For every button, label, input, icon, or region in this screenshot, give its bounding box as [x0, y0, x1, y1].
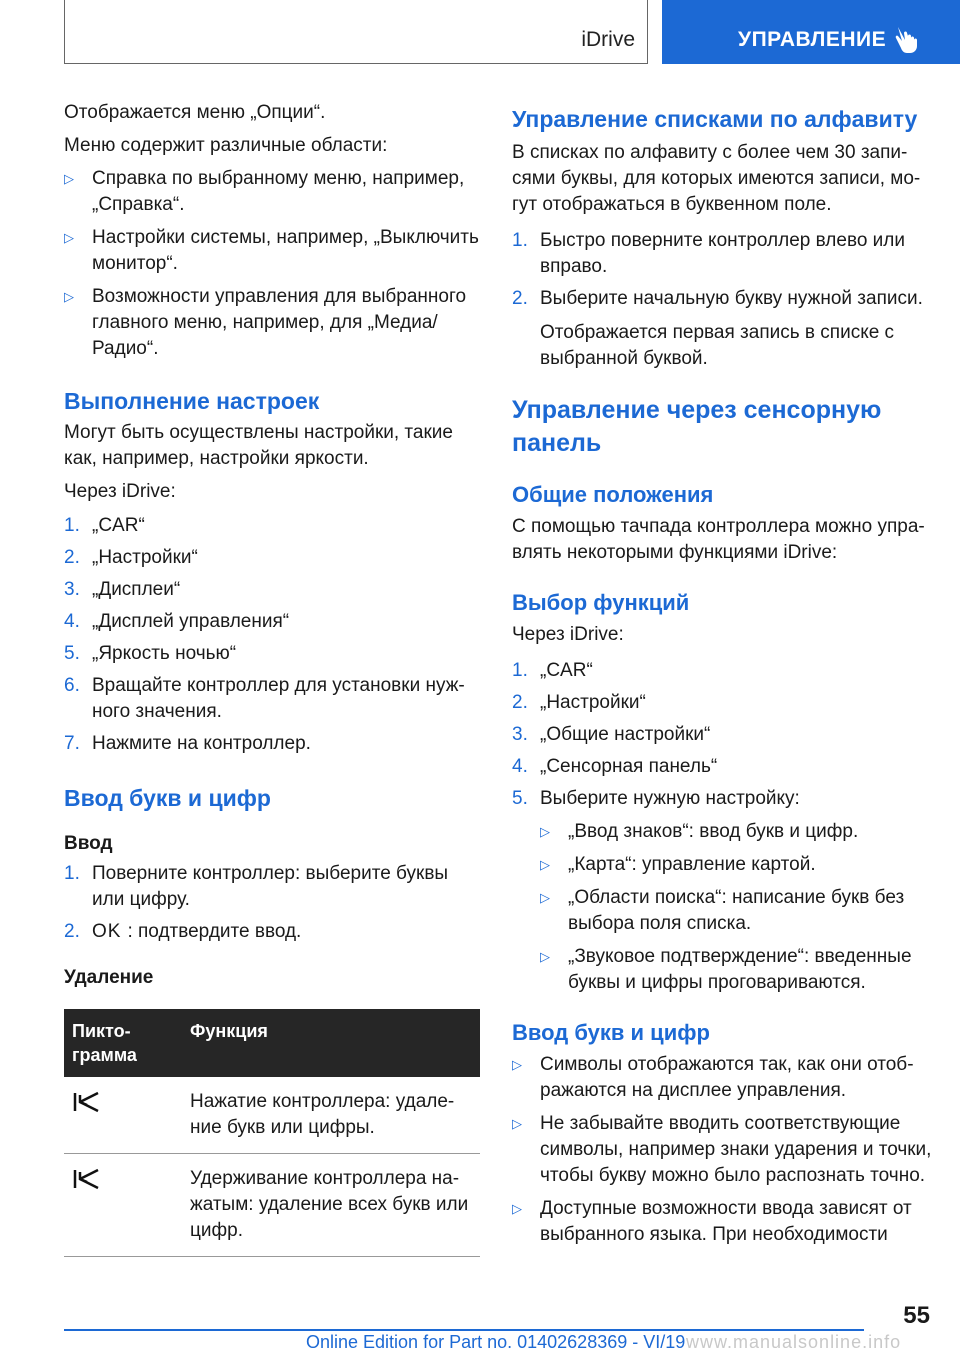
header-section-box: [64, 0, 648, 64]
list-item: 5. „Яркость ночью“: [64, 643, 237, 664]
list-item: 1. Быстро поверните контроллер влево или вправо.: [512, 230, 905, 277]
list-item: ▷ „Ввод знаков“: ввод букв и цифр.: [540, 819, 932, 845]
footer-watermark: www.manualsonline.info: [686, 1332, 902, 1352]
list-item: ▷ „Звуковое подтверждение“: введенные буквы и цифры проговариваются.: [540, 944, 932, 996]
triangle-bullet-icon: ▷: [540, 857, 550, 872]
footer-divider: [64, 1329, 864, 1331]
heading-settings: Выполнение настроек: [64, 388, 320, 414]
pictogram-table: [64, 1009, 480, 1257]
page-number: 55: [903, 1302, 930, 1329]
triangle-bullet-icon: ▷: [540, 949, 550, 964]
header-section-title: iDrive: [581, 28, 635, 51]
list-item: 2. „Настройки“: [512, 692, 646, 713]
list-item: 2. Выберите начальную букву нужной записи.: [512, 288, 923, 309]
list-item: 2. „Настройки“: [64, 547, 198, 568]
menu-areas-text: Меню содержит различные области:: [64, 135, 388, 156]
list-item: ▷ Не забывайте вводить соответствующие символы, например знаки ударения и точки, чтобы букву можно было распознать точно.: [512, 1111, 932, 1189]
heading-general: Общие положения: [512, 482, 714, 507]
options-menu-text: Отображается меню „Опции“.: [64, 102, 326, 123]
alphabet-note: Отображается первая запись в списке с выбранной буквой.: [540, 322, 895, 369]
list-item: ▷ Символы отображаются так, как они отображаются на дисплее управления.: [512, 1052, 932, 1104]
via-idrive-text: Через iDrive:: [64, 481, 176, 502]
triangle-bullet-icon: ▷: [64, 171, 74, 186]
triangle-bullet-icon: ▷: [540, 824, 550, 839]
heading-input-letters: Ввод букв и цифр: [64, 785, 271, 811]
triangle-bullet-icon: ▷: [64, 289, 74, 304]
heading-delete: Удаление: [64, 967, 154, 988]
list-item: 3. „Общие настройки“: [512, 724, 711, 745]
list-item: 7. Нажмите на контроллер.: [64, 733, 311, 754]
delete-arrow-icon: [72, 1091, 102, 1113]
heading-input-letters-2: Ввод букв и цифр: [512, 1020, 710, 1045]
via-idrive-text: Через iDrive:: [512, 624, 624, 645]
list-item: ▷ Настройки системы, например, „Выключить монитор“.: [64, 225, 484, 277]
list-item: 3. „Дисплеи“: [64, 579, 181, 600]
heading-alphabet-lists: Управление списками по алфавиту: [512, 106, 918, 132]
triangle-bullet-icon: ▷: [512, 1201, 522, 1216]
list-item: ▷ „Области поиска“: написание букв без выбора поля списка.: [540, 885, 932, 937]
right-column: [512, 100, 932, 1248]
table-row: Удерживание контроллера нажатым: удаление всех букв или цифр.: [64, 1154, 480, 1257]
heading-select-functions: Выбор функций: [512, 590, 690, 615]
list-item: ▷ Доступные возможности ввода зависят от выбранного языка. При необходимости: [512, 1196, 932, 1248]
alphabet-text: В списках по алфавиту с более чем 30 записями буквы, для которых имеются записи, могут отображаться в буквенном поле.: [512, 142, 921, 215]
list-item: 4. „Дисплей управления“: [64, 611, 290, 632]
footer-edition: Online Edition for Part no. 01402628369 - VI/19: [306, 1332, 686, 1352]
ok-icon: OK: [92, 921, 122, 942]
table-header-pictogram: Пиктограмма: [64, 1009, 182, 1077]
triangle-bullet-icon: ▷: [540, 890, 550, 905]
settings-text: Могут быть осуществлены настройки, такие как, например, настройки яркости.: [64, 422, 453, 469]
triangle-bullet-icon: ▷: [512, 1057, 522, 1072]
table-row: Нажатие контроллера: удаление букв или цифры.: [64, 1077, 480, 1154]
list-item: ▷ Справка по выбранному меню, например, „Справка“.: [64, 166, 484, 218]
list-item: 4. „Сенсорная панель“: [512, 756, 718, 777]
list-item: 6. Вращайте контроллер для установки нужного значения.: [64, 675, 465, 722]
general-text: С помощью тачпада контроллера можно управлять некоторыми функциями iDrive:: [512, 516, 925, 563]
left-column: [64, 100, 484, 1257]
triangle-bullet-icon: ▷: [64, 230, 74, 245]
list-item: ▷ Возможности управления для выбранного главного меню, например, для „Медиа/ Радио“.: [64, 284, 484, 362]
list-item: 1. „CAR“: [512, 660, 593, 681]
header-chapter-tab: [662, 0, 960, 64]
list-item: 5. Выберите нужную настройку:: [512, 788, 800, 809]
list-item: ▷ „Карта“: управление картой.: [540, 852, 932, 878]
heading-enter: Ввод: [64, 833, 113, 854]
table-header-function: Функция: [182, 1009, 480, 1077]
header-chapter-label: УПРАВЛЕНИЕ: [738, 28, 887, 51]
hand-pointer-icon: [894, 24, 920, 54]
list-item: 1. Поверните контроллер: выберите буквы или цифру.: [64, 863, 449, 910]
delete-arrow-icon: [72, 1168, 102, 1190]
triangle-bullet-icon: ▷: [512, 1116, 522, 1131]
list-item: 1. „CAR“: [64, 515, 145, 536]
heading-touchpad: Управление через сенсорную панель: [512, 396, 882, 457]
list-item: 2. OK : подтвердите ввод.: [64, 921, 302, 942]
